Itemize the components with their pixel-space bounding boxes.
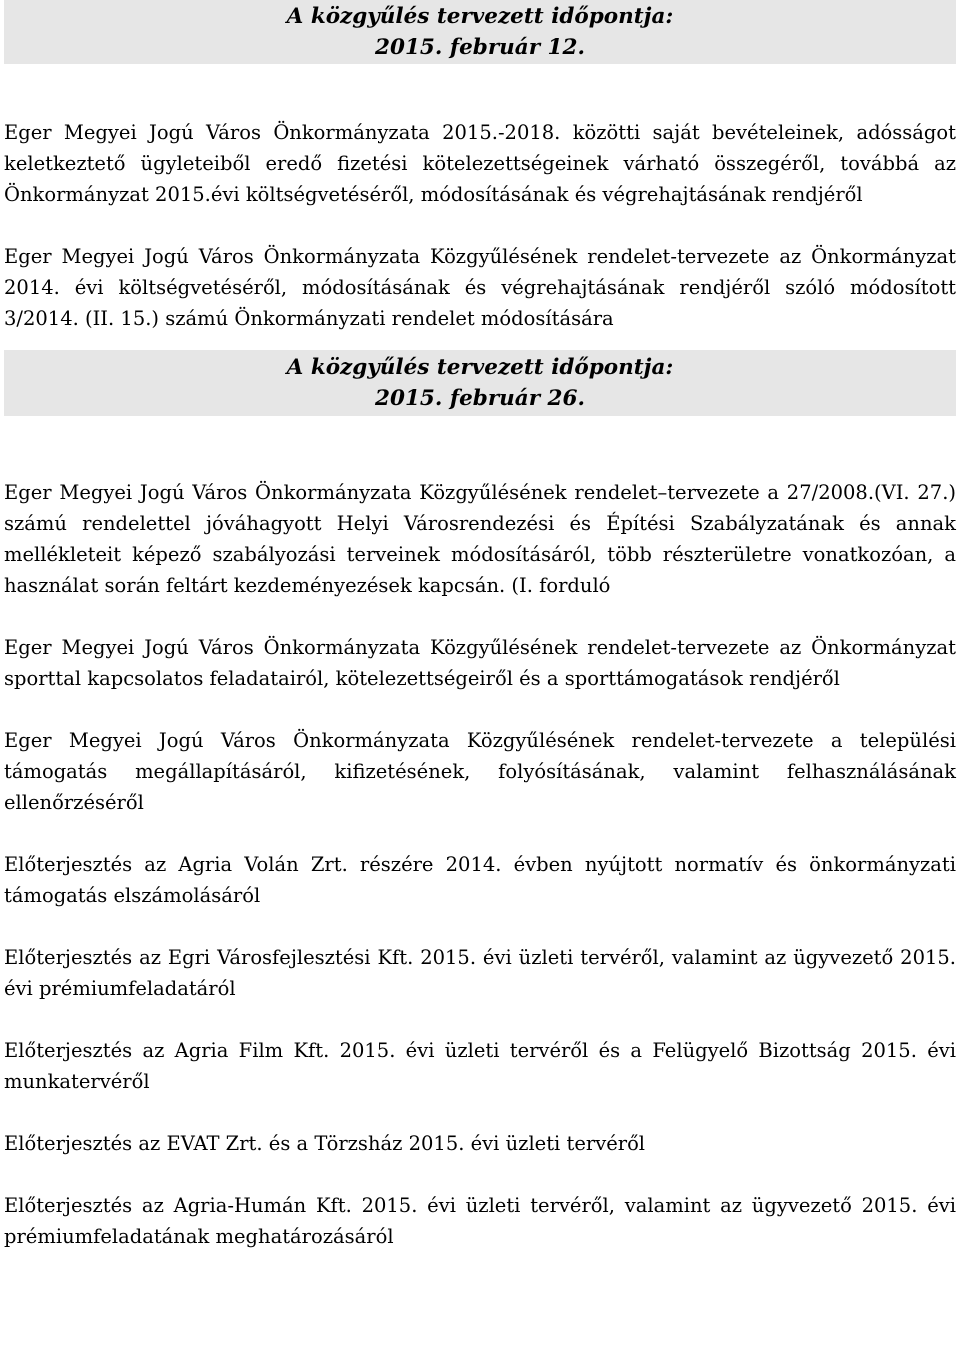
meeting-date-heading-1	[4, 0, 956, 64]
agenda-item: Előterjesztés az Agria Volán Zrt. részére 2014. évben nyújtott normatív és önkormányzati támogatás elszámolásáról	[4, 853, 956, 907]
agenda-item: Előterjesztés az Agria Film Kft. 2015. évi üzleti tervéről és a Felügyelő Bizottság 2015. évi munkatervéről	[4, 1039, 956, 1093]
heading-date: 2015. február 26.	[375, 386, 585, 411]
agenda-item: Eger Megyei Jogú Város Önkormányzata Közgyűlésének rendelet–tervezete a 27/2008.(VI. 27.) számú rendelettel jóváhagyott Helyi Városrendezési és Építési Szabályzatának és annak mellékleteit képező szabályozási terveinek módosításáról, több részterületre vonatkozóan, a használat során feltárt kezdeményezések kapcsán. (I. forduló	[4, 481, 956, 597]
agenda-item: Eger Megyei Jogú Város Önkormányzata Közgyűlésének rendelet-tervezete az Önkormányzat 2014. évi költségvetéséről, módosításának és végrehajtásának rendjéről szóló módosított 3/2014. (II. 15.) számú Önkormányzati rendelet módosítására	[4, 245, 956, 330]
agenda-item: Eger Megyei Jogú Város Önkormányzata 2015.-2018. közötti saját bevételeinek, adósságot keletkeztető ügyleteiből eredő fizetési kötelezettségeinek várható összegéről, továbbá az Önkormányzat 2015.évi költségvetéséről, módosításának és végrehajtásának rendjéről	[4, 121, 956, 206]
meeting-date-heading-2	[4, 350, 956, 416]
agenda-item: Előterjesztés az Egri Városfejlesztési Kft. 2015. évi üzleti tervéről, valamint az ügyvezető 2015. évi prémiumfeladatáról	[4, 946, 956, 1000]
agenda-item: Előterjesztés az Agria-Humán Kft. 2015. évi üzleti tervéről, valamint az ügyvezető 2015. évi prémiumfeladatának meghatározásáról	[4, 1194, 956, 1248]
heading-title: A közgyűlés tervezett időpontja:	[286, 4, 674, 29]
heading-date: 2015. február 12.	[375, 35, 585, 60]
agenda-item: Előterjesztés az EVAT Zrt. és a Törzsház 2015. évi üzleti tervéről	[4, 1132, 646, 1155]
agenda-item: Eger Megyei Jogú Város Önkormányzata Közgyűlésének rendelet-tervezete a települési támogatás megállapításáról, kifizetésének, folyósításának, valamint felhasználásának ellenőrzéséről	[4, 729, 956, 814]
heading-title: A közgyűlés tervezett időpontja:	[286, 355, 674, 380]
agenda-item: Eger Megyei Jogú Város Önkormányzata Közgyűlésének rendelet-tervezete az Önkormányzat sporttal kapcsolatos feladatairól, kötelezettségeiről és a sporttámogatások rendjéről	[4, 636, 956, 690]
